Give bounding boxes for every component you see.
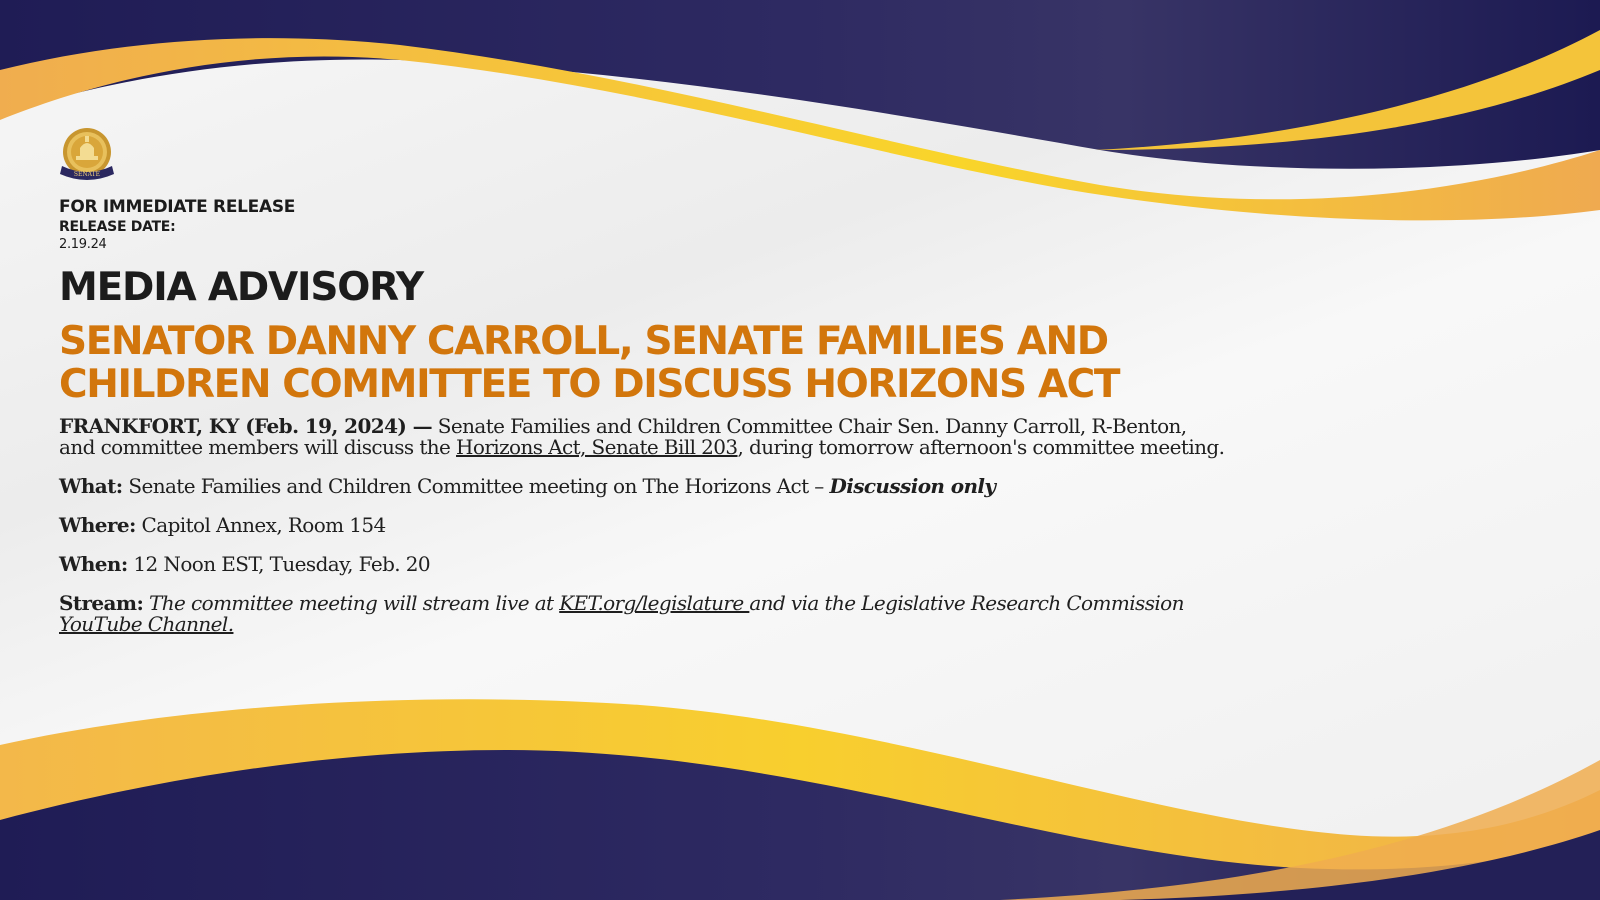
ket-link[interactable]: KET.org/legislature — [559, 591, 750, 615]
seal-text: SENATE — [73, 171, 101, 178]
headline-line-2: CHILDREN COMMITTEE TO DISCUSS HORIZONS ACT — [59, 362, 1120, 407]
senate-seal-icon — [58, 126, 118, 182]
stream-text-2: and via the Legislative Research Commission — [749, 591, 1184, 615]
what-paragraph — [59, 476, 1319, 497]
stream-label: Stream: — [59, 591, 144, 615]
headline-line-1: SENATOR DANNY CARROLL, SENATE FAMILIES AND — [59, 319, 1108, 364]
where-paragraph — [59, 515, 1319, 536]
stream-paragraph — [59, 593, 1319, 635]
release-date-label: RELEASE DATE: — [59, 219, 176, 235]
stream-text-1: The committee meeting will stream live at — [143, 591, 560, 615]
release-content — [59, 196, 1319, 635]
horizons-act-link[interactable]: Horizons Act, Senate Bill 203 — [456, 435, 738, 459]
intro-text-1: Senate Families and Children Committee Chair Sen. Danny Carroll, R-Benton, — [432, 414, 1187, 438]
page-title: MEDIA ADVISORY — [59, 265, 423, 310]
intro-text-2: and committee members will discuss the — [59, 435, 457, 459]
headline — [59, 320, 1319, 406]
release-date: 2.19.24 — [59, 237, 107, 252]
when-text: 12 Noon EST, Tuesday, Feb. 20 — [127, 552, 431, 576]
when-label: When: — [59, 552, 128, 576]
intro-text-3: , during tomorrow afternoon's committee meeting. — [737, 435, 1225, 459]
youtube-channel-link[interactable]: YouTube Channel. — [59, 612, 234, 636]
what-emphasis: Discussion only — [829, 474, 996, 498]
where-label: Where: — [59, 513, 136, 537]
intro-paragraph — [59, 416, 1319, 458]
what-text: Senate Families and Children Committee meeting on The Horizons Act – — [122, 474, 830, 498]
what-label: What: — [59, 474, 123, 498]
when-paragraph — [59, 554, 1319, 575]
release-label: FOR IMMEDIATE RELEASE — [59, 197, 296, 217]
where-text: Capitol Annex, Room 154 — [135, 513, 386, 537]
dateline: FRANKFORT, KY (Feb. 19, 2024) — — [59, 414, 433, 438]
top-navy-wave — [0, 0, 1600, 169]
